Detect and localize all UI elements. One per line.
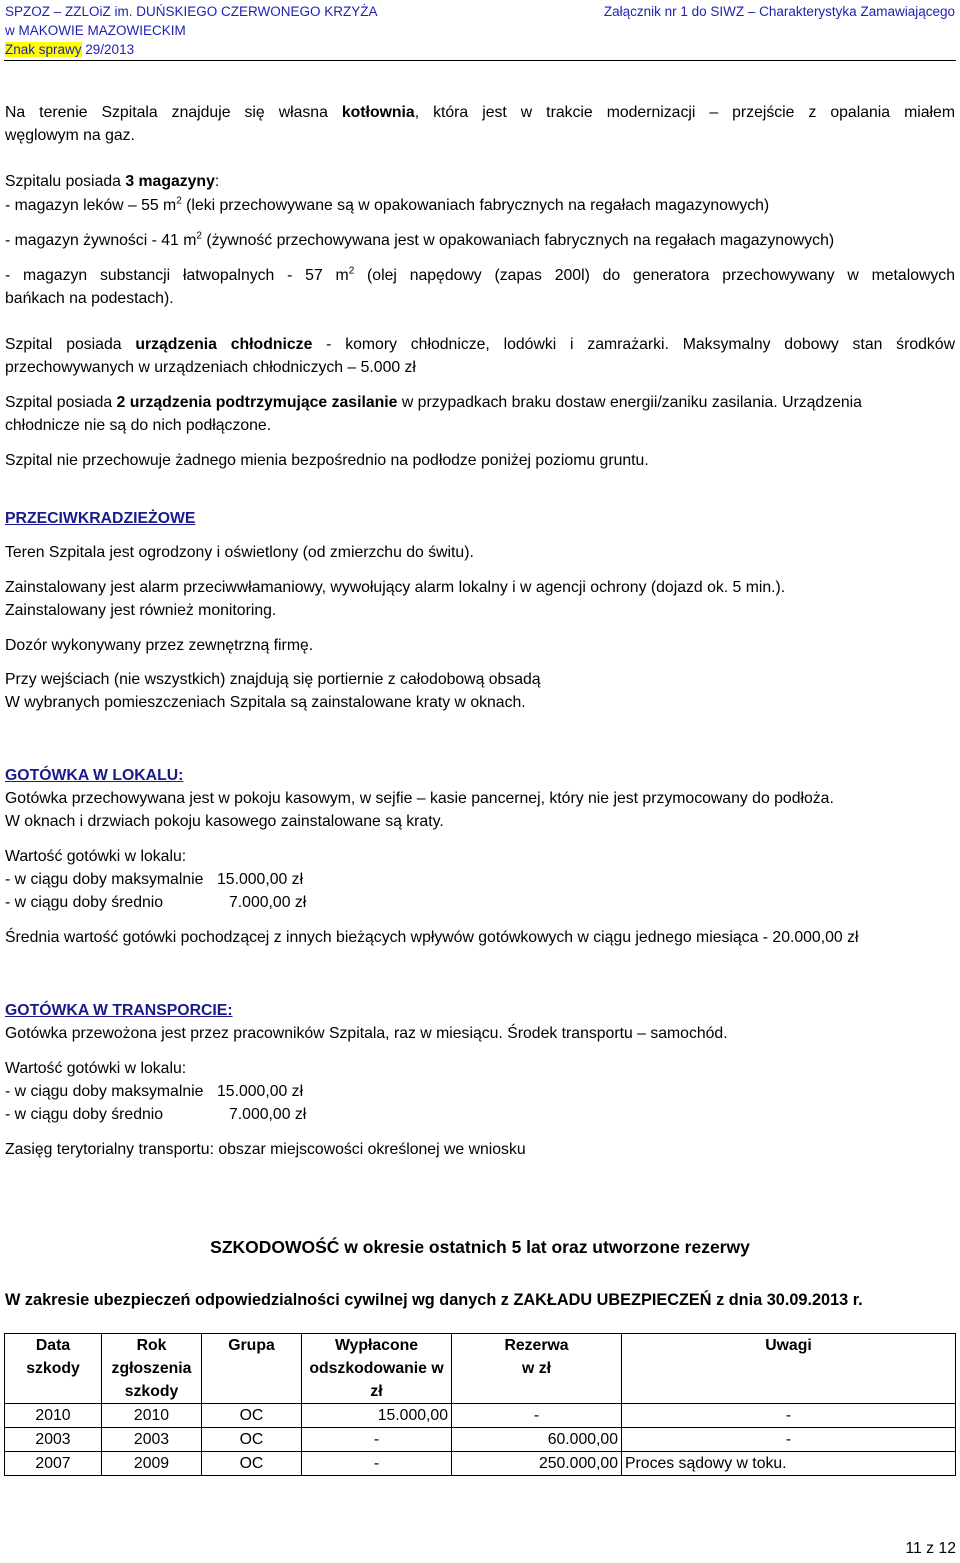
antitheft-fence: Teren Szpitala jest ogrodzony i oświetlony (od zmierzchu do świtu).: [5, 544, 474, 561]
cell-date: 2003: [5, 1428, 102, 1452]
cash-transport-value-label: Wartość gotówki w lokalu:: [5, 1060, 187, 1077]
cash-local-value-label: Wartość gotówki w lokalu:: [5, 848, 187, 865]
cash-local-avg: - w ciągu doby średnio 7.000,00 zł: [5, 894, 307, 911]
antitheft-heading: PRZECIWKRADZIEŻOWE: [5, 510, 196, 527]
header-institution: SPZOZ – ZZLOiZ im. DUŃSKIEGO CZERWONEGO KRZYŻA: [5, 4, 378, 19]
col-header-date: Data szkody: [5, 1334, 102, 1404]
cash-transport-max: - w ciągu doby maksymalnie 15.000,00 zł: [5, 1083, 304, 1100]
cash-transport-range: Zasięg terytorialny transportu: obszar miejscowości określonej we wniosku: [5, 1141, 526, 1158]
col-header-reserve: Rezerwa w zł: [452, 1334, 622, 1404]
cash-local-max: - w ciągu doby maksymalnie 15.000,00 zł: [5, 871, 304, 888]
header-attachment: Załącznik nr 1 do SIWZ – Charakterystyka Zamawiającego: [603, 4, 955, 19]
cash-local-line1: Gotówka przechowywana jest w pokoju kasowym, w sejfie – kasie pancernej, który nie jest przymocowany do podłoża.: [5, 790, 834, 807]
cell-notes: -: [622, 1428, 956, 1452]
cell-paid: -: [302, 1452, 452, 1476]
header-location: w MAKOWIE MAZOWIECKIM: [5, 23, 186, 38]
col-header-group: Grupa: [202, 1334, 302, 1404]
antitheft-monitoring: Zainstalowany jest również monitoring.: [5, 602, 277, 619]
warehouses-heading: Szpitalu posiada 3 magazyny:: [5, 173, 220, 190]
cell-notes: -: [622, 1404, 956, 1428]
cash-local-monthly: Średnia wartość gotówki pochodzącej z innych bieżących wpływów gotówkowych w ciągu jednego miesiąca - 20.000,00 zł: [5, 929, 859, 946]
cell-group: OC: [202, 1452, 302, 1476]
claims-title: SZKODOWOŚĆ w okresie ostatnich 5 lat oraz utworzone rezerwy: [210, 1237, 750, 1257]
claims-table: [4, 1333, 956, 1476]
boiler-paragraph-line1: Na terenie Szpitala znajduje się własna kotłownia, która jest w trakcie modernizacji – przejście z opalania miałem: [5, 104, 955, 121]
claims-header-row: [5, 1334, 956, 1404]
cell-group: OC: [202, 1428, 302, 1452]
col-header-notes: Uwagi: [622, 1334, 956, 1404]
antitheft-guard: Dozór wykonywany przez zewnętrzną firmę.: [5, 637, 314, 654]
antitheft-porter: Przy wejściach (nie wszystkich) znajdują się portiernie z całodobową obsadą: [5, 671, 541, 688]
cooling-paragraph-line2: przechowywanych w urządzeniach chłodniczych – 5.000 zł: [5, 359, 416, 376]
table-row: [5, 1452, 956, 1476]
cash-local-line2: W oknach i drzwiach pokoju kasowego zainstalowane są kraty.: [5, 813, 444, 830]
warehouse-flammables-line1: - magazyn substancji łatwopalnych - 57 $m^2$ (olej napędowy (zapas 200l) do generatora przechowywany w metalowych: [5, 265, 955, 284]
cell-group: OC: [202, 1404, 302, 1428]
cell-year: 2009: [102, 1452, 202, 1476]
case-number: 29/2013: [81, 42, 135, 57]
cell-date: 2010: [5, 1404, 102, 1428]
warehouse-flammables-line2: bańkach na podestach).: [5, 290, 174, 307]
cell-year: 2010: [102, 1404, 202, 1428]
cell-date: 2007: [5, 1452, 102, 1476]
cell-paid: -: [302, 1428, 452, 1452]
page-number: 11 z 12: [905, 1540, 956, 1557]
table-row: [5, 1428, 956, 1452]
cell-paid: 15.000,00: [302, 1404, 452, 1428]
ground-paragraph: Szpital nie przechowuje żadnego mienia bezpośrednio na podłodze poniżej poziomu gruntu.: [5, 452, 649, 469]
boiler-paragraph-line2: węglowym na gaz.: [5, 127, 135, 144]
cell-year: 2003: [102, 1428, 202, 1452]
warehouse-medicines: - magazyn leków – 55 $m^2$ (leki przechowywane są w opakowaniach fabrycznych na regałach magazynowych): [5, 195, 770, 214]
cooling-paragraph-line1: Szpital posiada urządzenia chłodnicze - komory chłodnicze, lodówki i zamrażarki. Maksymalny dobowy stan środków: [5, 336, 955, 353]
cell-reserve: 250.000,00: [452, 1452, 622, 1476]
cash-transport-heading: GOTÓWKA W TRANSPORCIE:: [5, 1002, 233, 1019]
power-paragraph-line1: Szpital posiada 2 urządzenia podtrzymujące zasilanie w przypadkach braku dostaw energii/zaniku zasilania. Urządzenia: [5, 394, 862, 411]
cash-transport-avg: - w ciągu doby średnio 7.000,00 zł: [5, 1106, 307, 1123]
cash-transport-line1: Gotówka przewożona jest przez pracowników Szpitala, raz w miesiącu. Środek transportu – samochód.: [5, 1025, 728, 1042]
power-paragraph-line2: chłodnicze nie są do nich podłączone.: [5, 417, 272, 434]
table-row: [5, 1404, 956, 1428]
case-label: Znak sprawy: [5, 42, 82, 57]
antitheft-alarm: Zainstalowany jest alarm przeciwwłamaniowy, wywołujący alarm lokalny i w agencji ochrony (dojazd ok. 5 min.).: [5, 579, 786, 596]
cell-reserve: -: [452, 1404, 622, 1428]
cell-reserve: 60.000,00: [452, 1428, 622, 1452]
cash-local-heading: GOTÓWKA W LOKALU:: [5, 767, 184, 784]
col-header-year: Rok zgłoszenia szkody: [102, 1334, 202, 1404]
warehouse-food: - magazyn żywności - 41 $m^2$ (żywność przechowywana jest w opakowaniach fabrycznych na regałach magazynowych): [5, 230, 835, 249]
claims-subtitle: W zakresie ubezpieczeń odpowiedzialności cywilnej wg danych z ZAKŁADU UBEZPIECZEŃ z dnia 30.09.2013 r.: [5, 1291, 863, 1309]
header-case: [5, 40, 134, 59]
col-header-paid: Wypłacone odszkodowanie w zł: [302, 1334, 452, 1404]
antitheft-bars: W wybranych pomieszczeniach Szpitala są zainstalowane kraty w oknach.: [5, 694, 526, 711]
cell-notes: Proces sądowy w toku.: [622, 1452, 956, 1476]
header-divider: [4, 60, 956, 61]
